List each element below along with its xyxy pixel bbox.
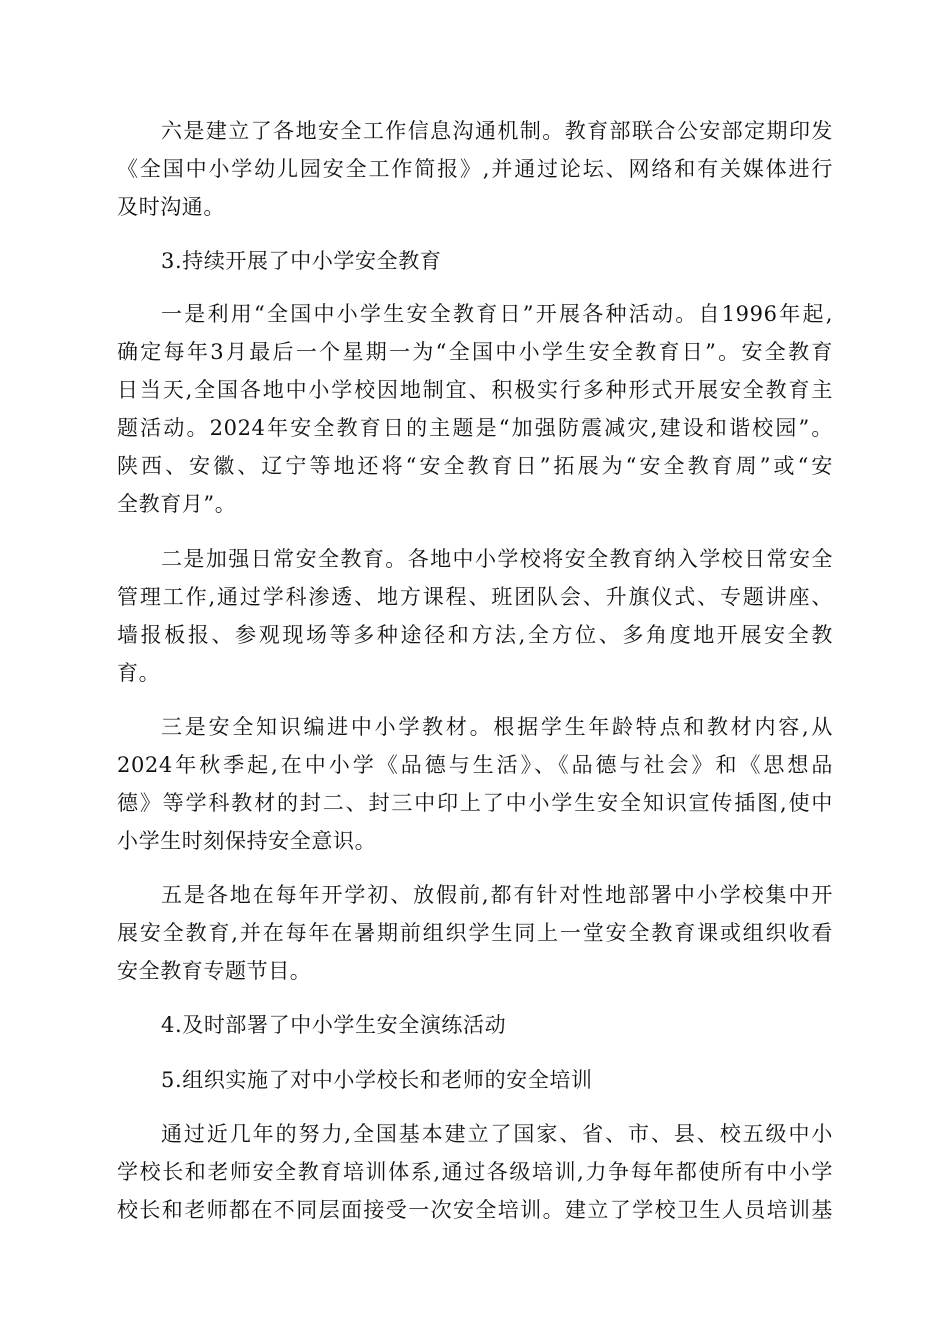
text-line: 陕西、安徽、辽宁等地还将“安全教育日”拓展为“安全教育周”或“安 [117,454,833,478]
section-heading: 4.及时部署了中小学生安全演练活动 [161,1013,507,1037]
text-line: 管理工作,通过学科渗透、地方课程、班团队会、升旗仪式、专题讲座、 [117,585,833,609]
paragraph-semester-start [117,876,833,990]
text-line: 《全国中小学幼儿园安全工作简报》,并通过论坛、网络和有关媒体进行 [117,157,833,181]
text-line: 安全教育专题节目。 [117,959,312,983]
text-line: 题活动。2024年安全教育日的主题是“加强防震减灾,建设和谐校园”。 [117,416,833,440]
paragraph-training [117,1115,833,1229]
text-line: 通过近几年的努力,全国基本建立了国家、省、市、县、校五级中小 [161,1122,833,1146]
text-line: 学校长和老师安全教育培训体系,通过各级培训,力争每年都使所有中小学 [117,1160,833,1184]
text-line: 墙报板报、参观现场等多种途径和方法,全方位、多角度地开展安全教 [117,623,833,647]
text-line: 德》等学科教材的封二、封三中印上了中小学生安全知识宣传插图,使中 [117,791,833,815]
section-heading-4 [117,1006,833,1044]
text-line: 五是各地在每年开学初、放假前,都有针对性地部署中小学校集中开 [161,883,833,907]
text-line: 全教育月”。 [117,492,237,516]
text-line: 日当天,全国各地中小学校因地制宜、积极实行多种形式开展安全教育主 [117,378,833,402]
text-line: 小学生时刻保持安全意识。 [117,829,377,853]
section-heading-3 [117,242,833,280]
text-line: 及时沟通。 [117,195,225,219]
text-line: 确定每年3月最后一个星期一为“全国中小学生安全教育日”。安全教育 [117,340,833,364]
text-line: 2024年秋季起,在中小学《品德与生活》、《品德与社会》和《思想品 [117,753,833,777]
text-line: 展安全教育,并在每年在暑期前组织学生同上一堂安全教育课或组织收看 [117,921,833,945]
section-heading: 3.持续开展了中小学安全教育 [161,249,442,273]
paragraph-daily-education [117,540,833,692]
paragraph-info-mechanism [117,112,833,226]
text-line: 一是利用“全国中小学生安全教育日”开展各种活动。自1996年起, [161,302,833,326]
section-heading-5 [117,1061,833,1099]
paragraph-safety-day [117,295,833,523]
text-line: 六是建立了各地安全工作信息沟通机制。教育部联合公安部定期印发 [161,119,833,143]
section-heading: 5.组织实施了对中小学校长和老师的安全培训 [161,1068,593,1092]
paragraph-textbooks [117,708,833,860]
text-line: 育。 [117,661,161,685]
text-line: 校长和老师都在不同层面接受一次安全培训。建立了学校卫生人员培训基 [117,1198,833,1222]
text-line: 二是加强日常安全教育。各地中小学校将安全教育纳入学校日常安全 [161,547,833,571]
text-line: 三是安全知识编进中小学教材。根据学生年龄特点和教材内容,从 [161,715,833,739]
